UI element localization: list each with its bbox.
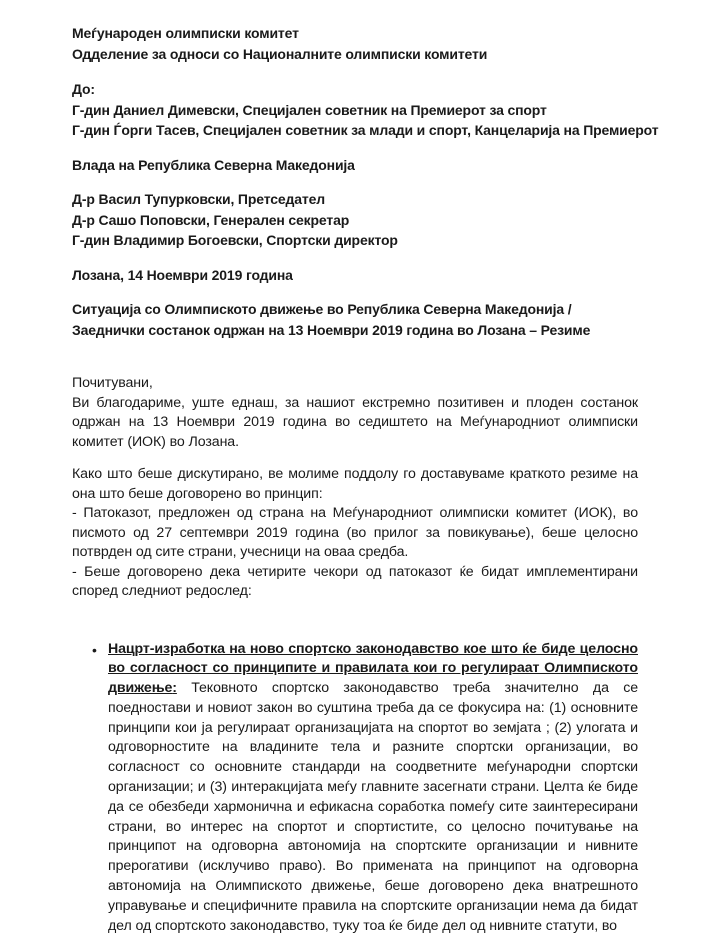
date-block: [72, 265, 638, 286]
summary-point-1: - Патоказот, предложен од страна на Меѓународниот олимписки комитет (ИОК), во писмото од 27 септември 2019 година (во прилог за повикување), беше целосно потврден од сите страни, учесници на оваа средба.: [72, 504, 638, 563]
government-name: Влада на Република Северна Македонија: [72, 155, 638, 176]
committee-member: Г-дин Владимир Богоевски, Спортски директор: [72, 230, 638, 251]
intro-paragraph: Ви благодариме, уште еднаш, за нашиот екстремно позитивен и плоден состанок одржан на 13 Ноември 2019 година во седиштето на Меѓународниот олимписки комитет (ИОК) во Лозана.: [72, 394, 638, 453]
subject-line: Ситуација со Олимпиското движење во Република Северна Македонија / Заеднички состанок одржан на 13 Ноември 2019 година во Лозана – Резиме: [72, 299, 632, 340]
committee-member: Д-р Васил Тупурковски, Претседател: [72, 189, 638, 210]
bullet-text: Тековното спортско законодавство треба значително да се поедностави и новиот закон во суштина треба да се фокусира на: (1) основните принципи кои ја регулираат организацијата на спортот во земјата ; (2) улогата и одговорностите на владините тела и разните спортски организации, во согласност со основните стандарди на соодветните меѓународни спортски организации; и (3) интеракцијата меѓу главните засегнати страни. Целта ќе биде да се обезбеди хармонична и ефикасна соработка помеѓу сите заинтересирани страни, во интерес на спортот и спортистите, со целосно почитување на принципот на одговорна автономија на спортските организации и нивните прерогативи (исклучиво право). Во примената на принципот на одговорна автономија на Олимпиското движење, беше договорено дека внатрешното управување и специфичните правила на спортските организации нема да бидат дел од спортското законодавство, туку тоа ќе биде дел од нивните статути, во: [108, 680, 638, 934]
subject-block: [72, 299, 632, 340]
letter-body: [72, 374, 638, 602]
bullet-icon: •: [92, 641, 97, 661]
salutation: Почитувани,: [72, 374, 638, 394]
recipients-label: До:: [72, 79, 638, 100]
government-block: [72, 155, 638, 176]
sender-block: [72, 23, 638, 64]
recipient-person: Г-дин Даниел Димевски, Специјален советник на Премиерот за спорт: [72, 100, 638, 121]
sender-department: Одделение за односи со Националните олимписки комитети: [72, 44, 638, 65]
committee-block: [72, 189, 638, 251]
letter-page: [72, 23, 638, 936]
roadmap-bullet-list: [72, 640, 638, 936]
committee-member: Д-р Сашо Поповски, Генерален секретар: [72, 210, 638, 231]
recipients-block: [72, 79, 638, 141]
recipient-person: Г-дин Ѓорги Тасев, Специјален советник за млади и спорт, Канцеларија на Премиерот: [72, 120, 638, 141]
date-line: Лозана, 14 Ноември 2019 година: [72, 265, 638, 286]
bullet-heading-colon: :: [172, 680, 177, 696]
sender-organization: Меѓународен олимписки комитет: [72, 23, 638, 44]
roadmap-bullet-item: [108, 640, 638, 936]
bullet-heading: Нацрт-изработка на ново спортско законодавство кое што ќе биде целосно во согласност со принципите и правилата кои го регулираат Олимпиското движење: [108, 641, 638, 697]
summary-point-2: - Беше договорено дека четирите чекори од патоказот ќе бидат имплементирани според следниот редослед:: [72, 563, 638, 602]
summary-intro-paragraph: Како што беше дискутирано, ве молиме поддолу го доставуваме краткото резиме на она што беше договорено во принцип:: [72, 465, 638, 504]
